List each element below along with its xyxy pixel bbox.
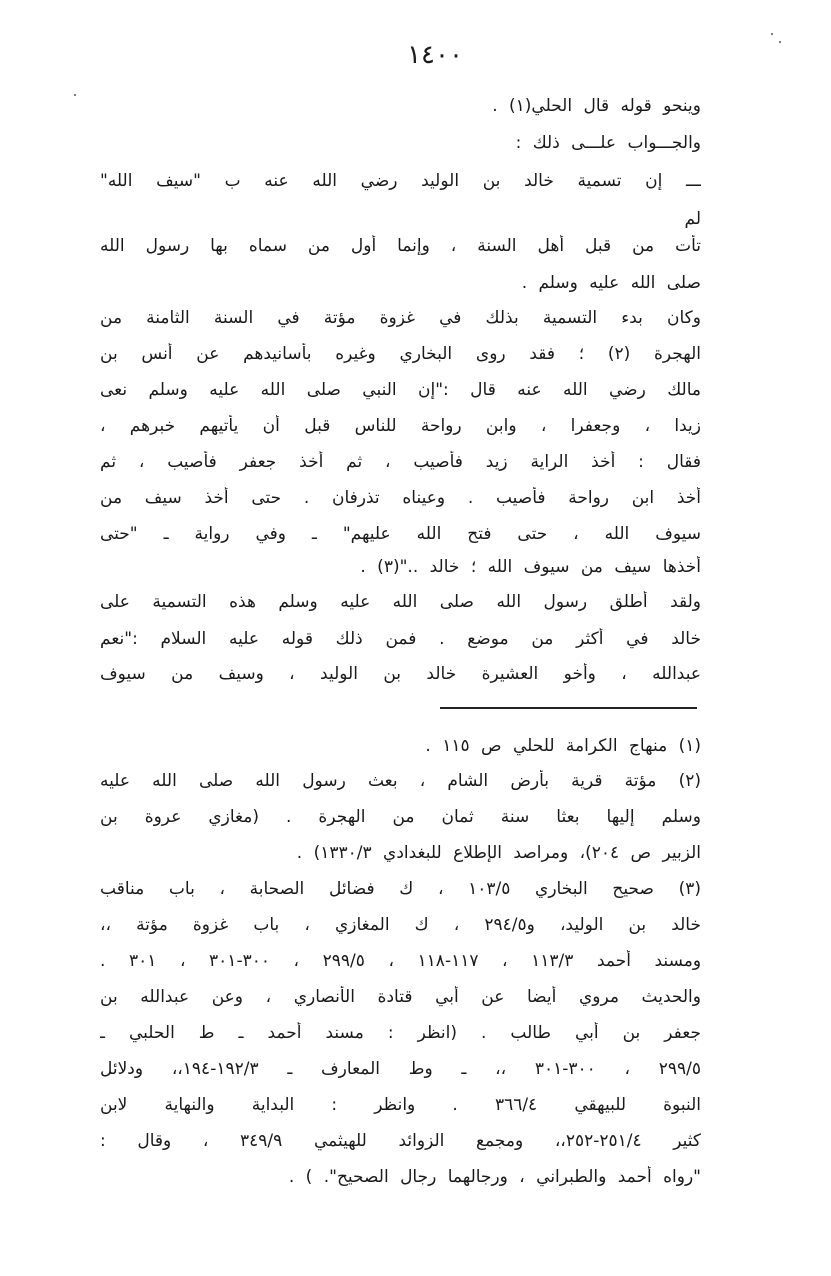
footnote-line: (١) منهاج الكرامة للحلي ص ١١٥ .	[425, 736, 701, 756]
footnote-line: النبوة للبيهقي ٣٦٦/٤ . وانظر : البداية والنهاية لابن	[100, 1095, 701, 1115]
footnote-line: (٢) مؤتة قرية بأرض الشام ، بعث رسول الله صلى الله عليه	[100, 771, 701, 791]
body-line: ـــ إن تسمية خالد بن الوليد رضي الله عنه ب "سيف الله"	[100, 171, 701, 191]
scan-speck	[74, 94, 76, 96]
body-line: لم	[684, 209, 701, 229]
body-line: عبدالله ، وأخو العشيرة خالد بن الوليد ، وسيف من سيوف	[100, 664, 701, 684]
footnote-separator	[440, 707, 697, 709]
footnote-line: كثير ٢٥١/٤-٢٥٢،، ومجمع الزوائد للهيثمي ٣٤٩/٩ ، وقال :	[100, 1131, 701, 1151]
footnote-line: وسلم إليها بعثا سنة ثمان من الهجرة . (مغازي عروة بن	[100, 807, 701, 827]
body-line: سيوف الله ، حتى فتح الله عليهم" ـ وفي رواية ـ "حتى	[100, 524, 701, 544]
body-line: مالك رضي الله عنه قال :"إن النبي صلى الله عليه وسلم نعى	[100, 380, 701, 400]
body-line: أخذ ابن رواحة فأصيب . وعيناه تذرفان . حتى أخذ سيف من	[100, 488, 701, 508]
body-line: صلى الله عليه وسلم .	[521, 273, 701, 293]
body-line: الهجرة (٢) ؛ فقد روى البخاري وغيره بأسانيدهم عن أنس بن	[100, 344, 701, 364]
body-line: تأت من قبل أهل السنة ، وإنما أول من سماه بها رسول الله	[100, 236, 701, 256]
footnote-line: ٢٩٩/٥ ، ٣٠٠-٣٠١ ،، ـ وط المعارف ـ ١٩٢/٣-١٩٤،، ودلائل	[100, 1059, 701, 1079]
body-line: وينحو قوله قال الحلي(١) .	[492, 96, 701, 116]
scan-speck	[779, 41, 781, 43]
footnote-line: خالد بن الوليد، و٢٩٤/٥ ، ك المغازي ، باب غزوة مؤتة ،،	[100, 915, 701, 935]
page-number: ١٤٠٠	[407, 40, 463, 70]
body-line: زيدا ، وجعفرا ، وابن رواحة للناس قبل أن يأتيهم خبرهم ،	[100, 416, 701, 436]
footnote-line: ومسند أحمد ١١٣/٣ ، ١١٧-١١٨ ، ٢٩٩/٥ ، ٣٠٠-٣٠١ ، ٣٠١ .	[100, 951, 701, 971]
body-line: وكان بدء التسمية بذلك في غزوة مؤتة في السنة الثامنة من	[100, 308, 701, 328]
body-line: أخذها سيف من سيوف الله ؛ خالد .."(٣) .	[360, 557, 701, 577]
body-line: خالد في أكثر من موضع . فمن ذلك قوله عليه السلام :"نعم	[100, 629, 701, 649]
body-line: ولقد أطلق رسول الله صلى الله عليه وسلم هذه التسمية على	[100, 592, 701, 612]
footnote-line: جعفر بن أبي طالب . (انظر : مسند أحمد ـ ط الحلبي ـ	[100, 1023, 701, 1043]
footnote-line: (٣) صحيح البخاري ١٠٣/٥ ، ك فضائل الصحابة ، باب مناقب	[100, 879, 701, 899]
footnote-line: الزبير ص ٢٠٤)، ومراصد الإطلاع للبغدادي ١٣٣٠/٣) .	[296, 843, 701, 863]
footnote-line: "رواه أحمد والطبراني ، ورجالهما رجال الصحيح". ) .	[288, 1167, 701, 1187]
body-line: فقال : أخذ الراية زيد فأصيب ، ثم أخذ جعفر فأصيب ، ثم	[100, 452, 701, 472]
footnote-line: والحديث مروي أيضا عن أبي قتادة الأنصاري ، وعن عبدالله بن	[100, 987, 701, 1007]
scan-speck	[771, 33, 773, 35]
body-line: والجـــواب علـــى ذلك :	[515, 133, 701, 153]
